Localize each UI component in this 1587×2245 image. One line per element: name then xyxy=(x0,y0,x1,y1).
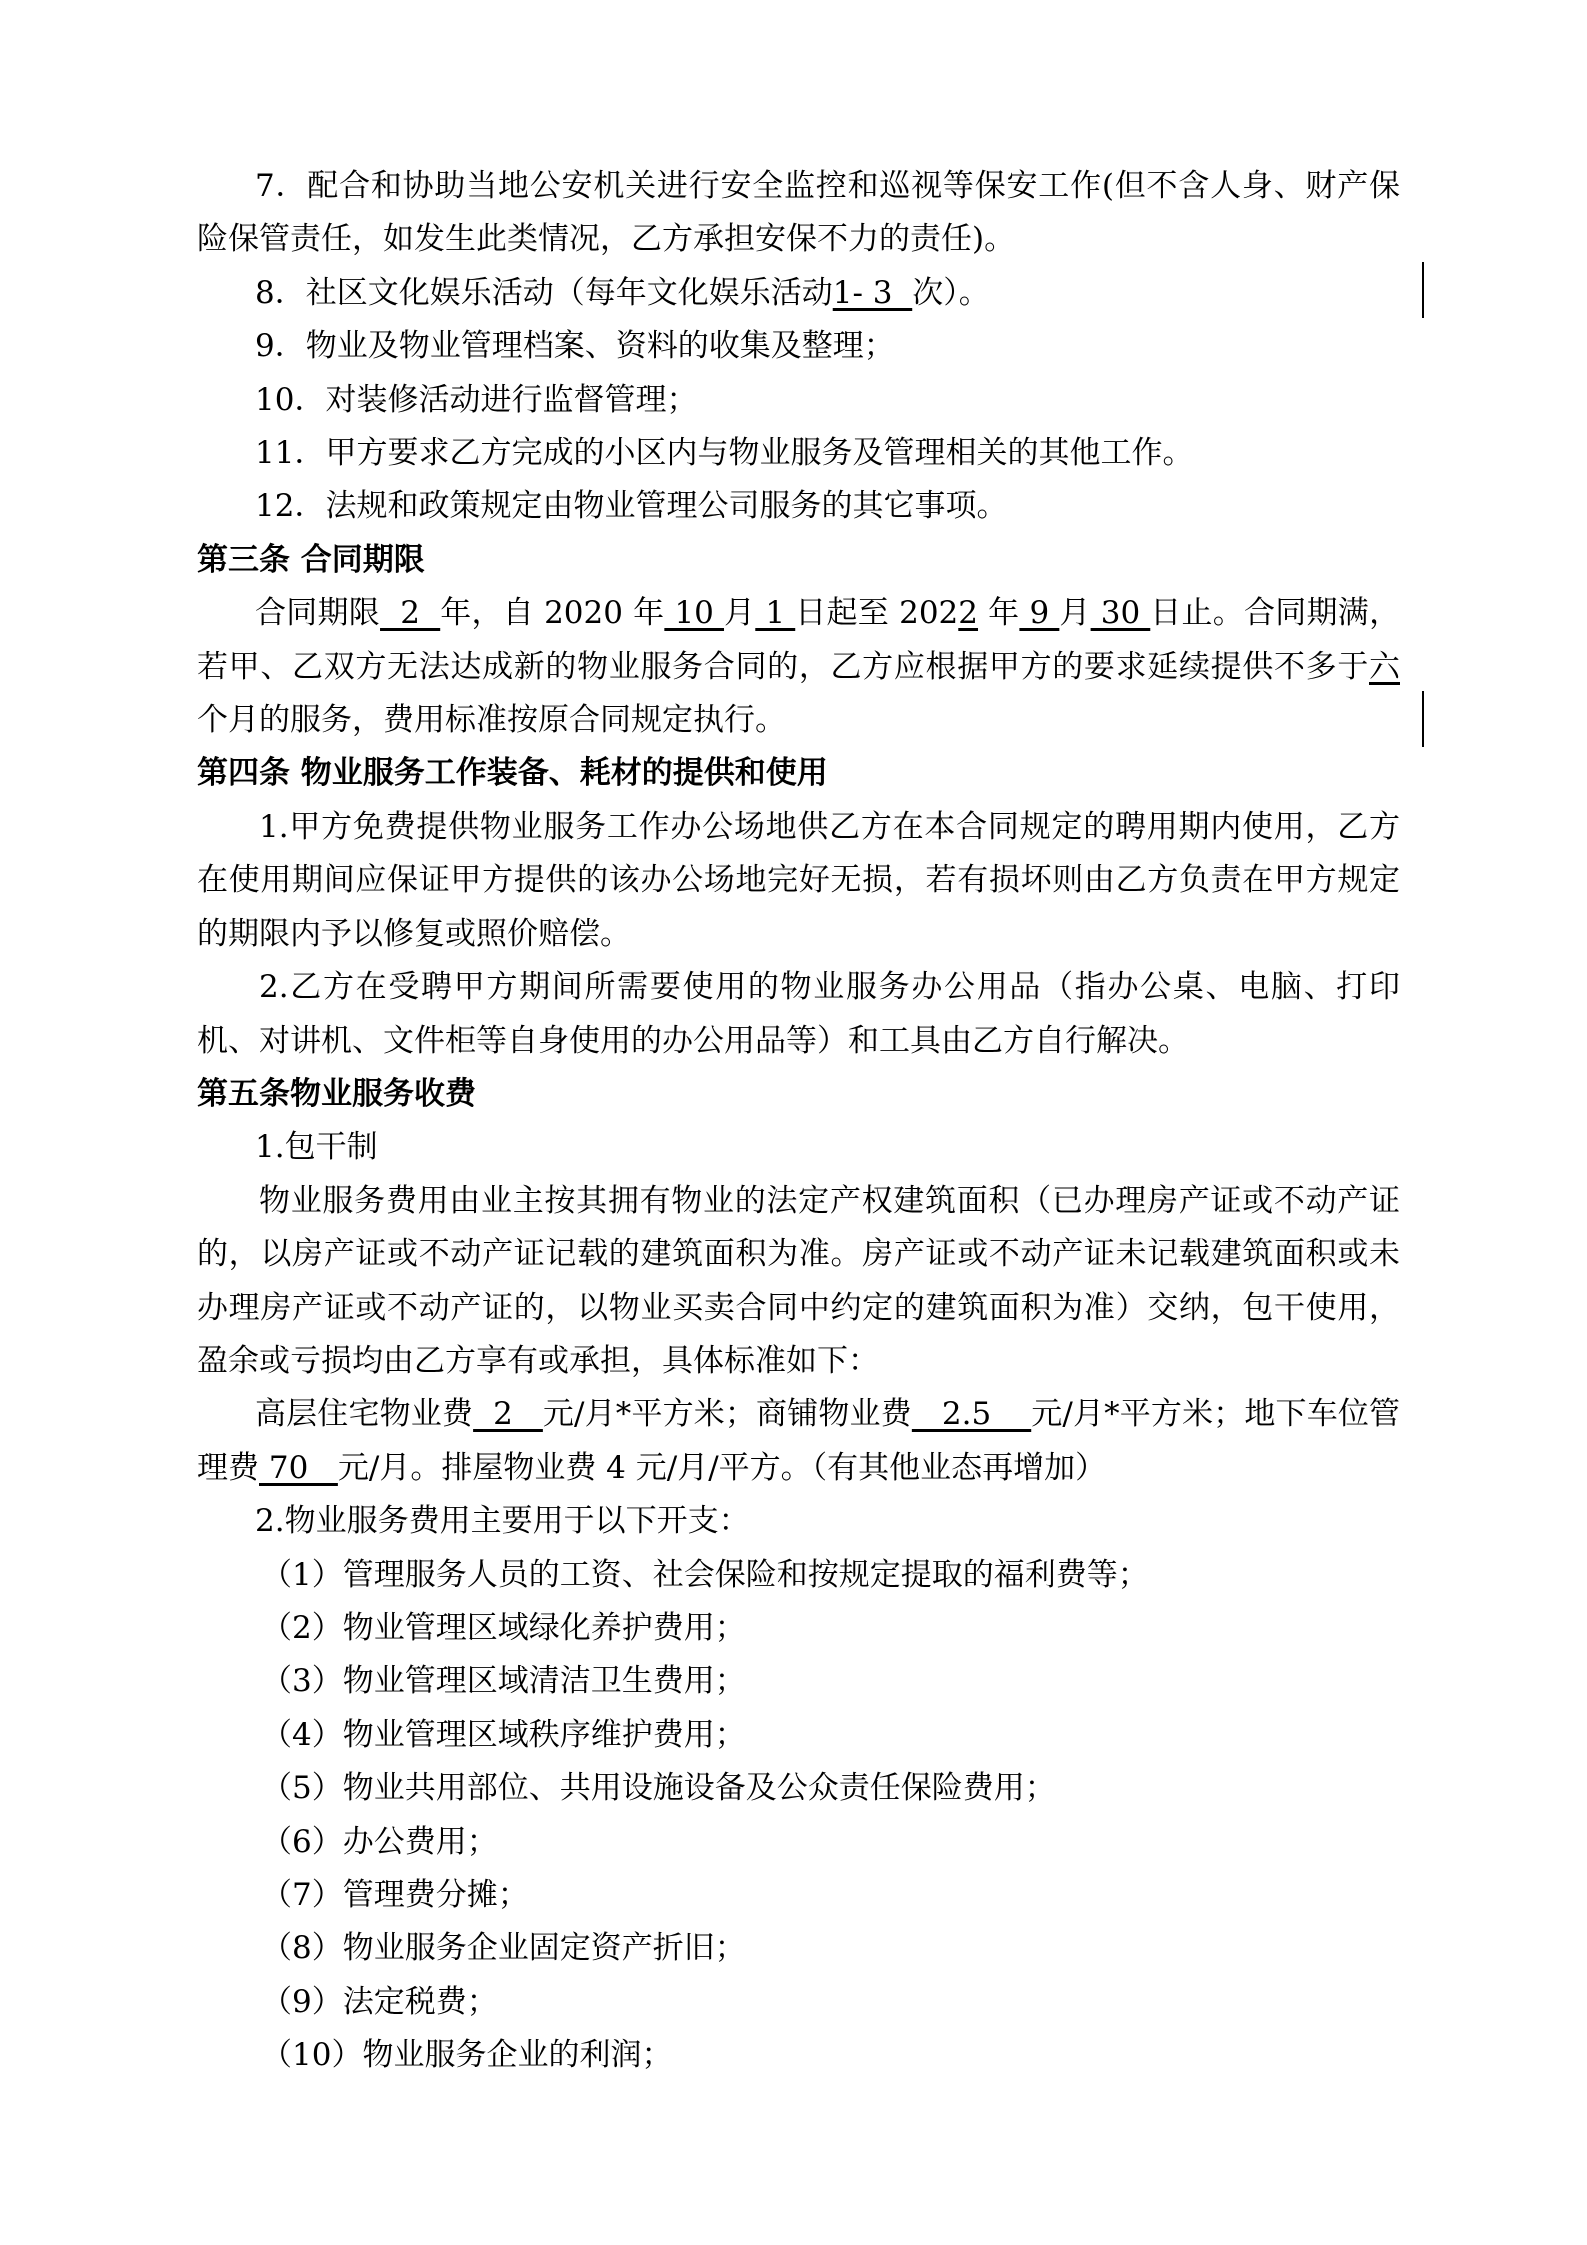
article-5-heading: 第五条物业服务收费 xyxy=(197,1075,476,1112)
expense-item: （10）物业服务企业的利润； xyxy=(261,2037,673,2074)
expense-item: （7）管理费分摊； xyxy=(261,1877,529,1913)
clause-item-7: 7．配合和协助当地公安机关进行安全监控和巡视等保安工作(但不含人身、财产保险保管责任，如发生此类情况，乙方承担安保不力的责任)。 xyxy=(197,168,1400,258)
clause-item-11: 11．甲方要求乙方完成的小区内与物业服务及管理相关的其他工作。 xyxy=(255,435,1194,472)
residential-fee-blank: 2 xyxy=(473,1396,543,1433)
clause-item-12: 12．法规和政策规定由物业管理公司服务的其它事项。 xyxy=(255,488,1008,525)
activity-count-blank: 1- 3 xyxy=(832,274,913,311)
article-4-heading: 第四条 物业服务工作装备、耗材的提供和使用 xyxy=(197,755,828,792)
term-years-blank: 2 xyxy=(380,595,441,632)
expense-item: （5）物业共用部位、共用设施设备及公众责任保险费用； xyxy=(261,1770,1056,1807)
expense-item: （9）法定税费； xyxy=(261,1983,498,2020)
shop-fee-blank: 2.5 xyxy=(911,1396,1032,1433)
extension-months-blank: 六 xyxy=(1369,648,1400,685)
end-day-blank: 30 xyxy=(1090,595,1151,632)
clause-item-10: 10．对装修活动进行监督管理； xyxy=(255,381,698,418)
revision-bar xyxy=(1422,691,1424,747)
expense-item: （3）物业管理区域清洁卫生费用； xyxy=(261,1663,746,1700)
clause-item-8: 8．社区文化娱乐活动（每年文化娱乐活动1- 3 次）。 xyxy=(255,274,990,311)
article-5-subheading-2: 2.物业服务费用主要用于以下开支： xyxy=(255,1503,750,1540)
end-year-blank: 2 xyxy=(958,595,979,632)
revision-bar xyxy=(1422,262,1424,318)
clause-item-9: 9．物业及物业管理档案、资料的收集及整理； xyxy=(255,328,895,365)
expense-item: （6）办公费用； xyxy=(261,1823,498,1860)
start-month-blank: 10 xyxy=(664,595,725,632)
article-4-paragraph-1: 1.甲方免费提供物业服务工作办公场地供乙方在本合同规定的聘用期内使用，乙方在使用期间应保证甲方提供的该办公场地完好无损，若有损坏则由乙方负责在甲方规定的期限内予以修复或照价赔偿。 xyxy=(197,808,1400,952)
expense-item: （1）管理服务人员的工资、社会保险和按规定提取的福利费等； xyxy=(261,1556,1149,1593)
article-5-subheading-1: 1.包干制 xyxy=(255,1129,378,1166)
parking-fee-blank: 70 xyxy=(259,1449,338,1486)
expense-item: （8）物业服务企业固定资产折旧； xyxy=(261,1930,746,1967)
article-3-heading: 第三条 合同期限 xyxy=(197,541,425,578)
document-body xyxy=(197,160,1400,2083)
fee-standard-paragraph: 高层住宅物业费 2 元/月*平方米；商铺物业费 2.5 元/月*平方米；地下车位管理费 70 元/月。排屋物业费 4 元/月/平方。（有其他业态再增加） xyxy=(197,1396,1401,1486)
article-5-paragraph-1: 物业服务费用由业主按其拥有物业的法定产权建筑面积（已办理房产证或不动产证的，以房产证或不动产证记载的建筑面积为准。房产证或不动产证未记载建筑面积或未办理房产证或不动产证的，以物业买卖合同中约定的建筑面积为准）交纳，包干使用，盈余或亏损均由乙方享有或承担，具体标准如下： xyxy=(197,1182,1400,1379)
end-month-blank: 9 xyxy=(1019,595,1060,632)
article-4-paragraph-2: 2.乙方在受聘甲方期间所需要使用的物业服务办公用品（指办公桌、电脑、打印机、对讲机、文件柜等自身使用的办公用品等）和工具由乙方自行解决。 xyxy=(197,969,1400,1059)
start-day-blank: 1 xyxy=(755,595,796,632)
expense-item: （4）物业管理区域秩序维护费用； xyxy=(261,1716,746,1753)
expense-item: （2）物业管理区域绿化养护费用； xyxy=(261,1609,746,1646)
contract-term-paragraph: 合同期限 2 年，自 2020 年 10 月 1 日起至 2022 年 9 月 30 日止。合同期满，若甲、乙双方无法达成新的物业服务合同的，乙方应根据甲方的要求延续提供不多于六个月的服务，费用标准按原合同规定执行。 xyxy=(197,595,1401,739)
